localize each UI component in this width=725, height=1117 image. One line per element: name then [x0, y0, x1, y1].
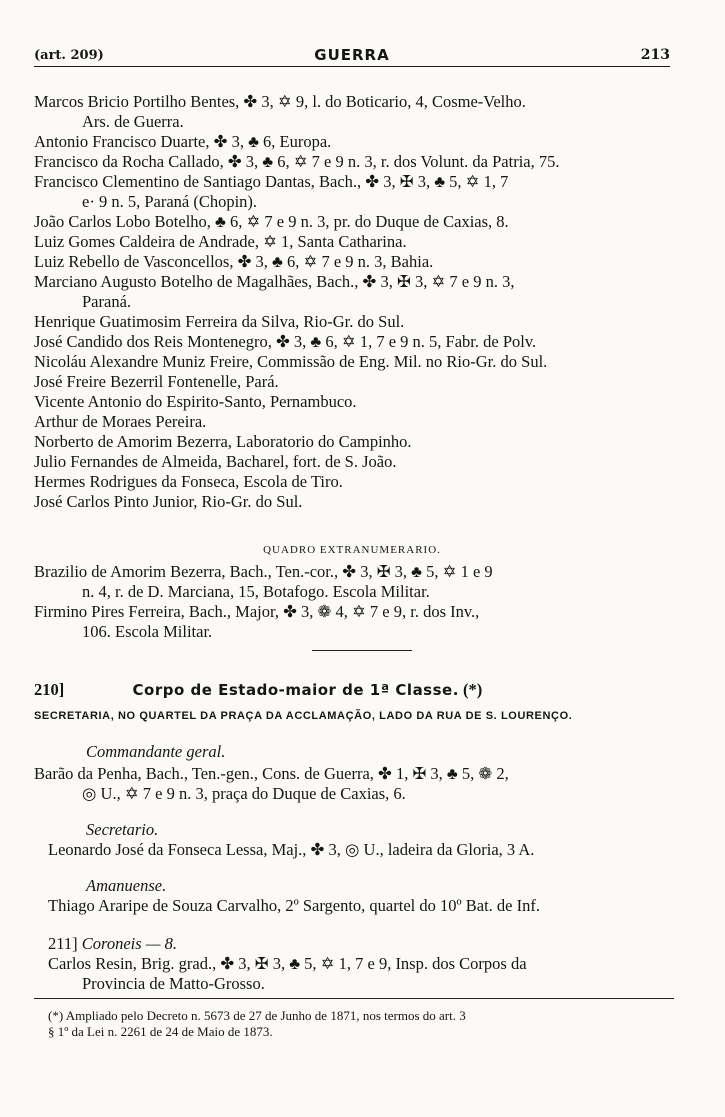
coroneis-label: Coroneis — 8.: [81, 934, 177, 953]
quadro-line: 106. Escola Militar.: [82, 622, 213, 641]
entry-line: Francisco da Rocha Callado, ✤ 3, ♣ 6, ✡ 7 e 9 n. 3, r. dos Volunt. da Patria, 75.: [34, 152, 560, 171]
entry-line: Luiz Gomes Caldeira de Andrade, ✡ 1, Santa Catharina.: [34, 232, 407, 251]
entry-line: Vicente Antonio do Espirito-Santo, Pernambuco.: [34, 392, 357, 411]
entry-line: Francisco Clementino de Santiago Dantas, Bach., ✤ 3, ✠ 3, ♣ 5, ✡ 1, 7: [34, 172, 509, 191]
entry-line: Ars. de Guerra.: [82, 112, 184, 131]
entry-line: Julio Fernandes de Almeida, Bacharel, fort. de S. João.: [34, 452, 397, 471]
amanuense-line: Thiago Araripe de Souza Carvalho, 2º Sargento, quartel do 10º Bat. de Inf.: [48, 896, 540, 915]
entry-line: José Carlos Pinto Junior, Rio-Gr. do Sul.: [34, 492, 303, 511]
page-header: [34, 44, 670, 67]
coronel-line: Carlos Resin, Brig. grad., ✤ 3, ✠ 3, ♣ 5, ✡ 1, 7 e 9, Insp. dos Corpos da: [48, 954, 527, 973]
entry-line: João Carlos Lobo Botelho, ♣ 6, ✡ 7 e 9 n. 3, pr. do Duque de Caxias, 8.: [34, 212, 509, 231]
entry-line: Hermes Rodrigues da Fonseca, Escola de Tiro.: [34, 472, 343, 491]
secretario-line: Leonardo José da Fonseca Lessa, Maj., ✤ 3, ◎ U., ladeira da Gloria, 3 A.: [48, 840, 535, 859]
entry-line: Norberto de Amorim Bezerra, Laboratorio do Campinho.: [34, 432, 412, 451]
quadro-title: QUADRO EXTRANUMERARIO.: [263, 544, 441, 556]
commandante-label: Commandante geral.: [86, 742, 226, 761]
footnote-rule: [34, 998, 674, 999]
section-divider: [312, 650, 412, 651]
entry-line: Henrique Guatimosim Ferreira da Silva, Rio-Gr. do Sul.: [34, 312, 405, 331]
amanuense-label: Amanuense.: [86, 876, 167, 895]
footnote-marker: (*): [463, 680, 483, 699]
section-211-heading: [48, 934, 688, 954]
quadro-line: n. 4, r. de D. Marciana, 15, Botafogo. Escola Militar.: [82, 582, 430, 601]
section-number: 210]: [34, 680, 65, 699]
coronel-line: Provincia de Matto-Grosso.: [82, 974, 265, 993]
entry-line: Antonio Francisco Duarte, ✤ 3, ♣ 6, Europa.: [34, 132, 332, 151]
section-subtitle: SECRETARIA, NO QUARTEL DA PRAÇA DA ACCLAMAÇÃO, LADO DA RUA DE S. LOURENÇO.: [34, 710, 573, 722]
entry-line: Luiz Rebello de Vasconcellos, ✤ 3, ♣ 6, ✡ 7 e 9 n. 3, Bahia.: [34, 252, 434, 271]
page-title: GUERRA: [314, 46, 390, 64]
entry-line: Nicoláu Alexandre Muniz Freire, Commissão de Eng. Mil. no Rio-Gr. do Sul.: [34, 352, 548, 371]
article-reference: (art. 209): [34, 48, 104, 63]
section-number: 211]: [48, 934, 78, 953]
entry-line: José Candido dos Reis Montenegro, ✤ 3, ♣ 6, ✡ 1, 7 e 9 n. 5, Fabr. de Polv.: [34, 332, 537, 351]
footnote-line: (*) Ampliado pelo Decreto n. 5673 de 27 de Junho de 1871, nos termos do art. 3: [48, 1008, 466, 1023]
entry-line: Marciano Augusto Botelho de Magalhães, Bach., ✤ 3, ✠ 3, ✡ 7 e 9 n. 3,: [34, 272, 515, 291]
footnote-line: § 1º da Lei n. 2261 de 24 de Maio de 1873.: [48, 1024, 273, 1039]
quadro-line: Brazilio de Amorim Bezerra, Bach., Ten.-cor., ✤ 3, ✠ 3, ♣ 5, ✡ 1 e 9: [34, 562, 493, 581]
secretario-label: Secretario.: [86, 820, 159, 839]
commandante-line: Barão da Penha, Bach., Ten.-gen., Cons. de Guerra, ✤ 1, ✠ 3, ♣ 5, ❁ 2,: [34, 764, 509, 783]
page-number: 213: [640, 47, 670, 63]
section-210-heading: [34, 680, 674, 700]
entry-line: Marcos Bricio Portilho Bentes, ✤ 3, ✡ 9, l. do Boticario, 4, Cosme-Velho.: [34, 92, 526, 111]
entry-line: Paraná.: [82, 292, 132, 311]
entry-line: e· 9 n. 5, Paraná (Chopin).: [82, 192, 258, 211]
entry-line: José Freire Bezerril Fontenelle, Pará.: [34, 372, 279, 391]
commandante-line: ◎ U., ✡ 7 e 9 n. 3, praça do Duque de Caxias, 6.: [82, 784, 406, 803]
section-title: Corpo de Estado-maior de 1ª Classe.: [132, 681, 459, 699]
quadro-line: Firmino Pires Ferreira, Bach., Major, ✤ 3, ❁ 4, ✡ 7 e 9, r. dos Inv.,: [34, 602, 480, 621]
entry-line: Arthur de Moraes Pereira.: [34, 412, 207, 431]
